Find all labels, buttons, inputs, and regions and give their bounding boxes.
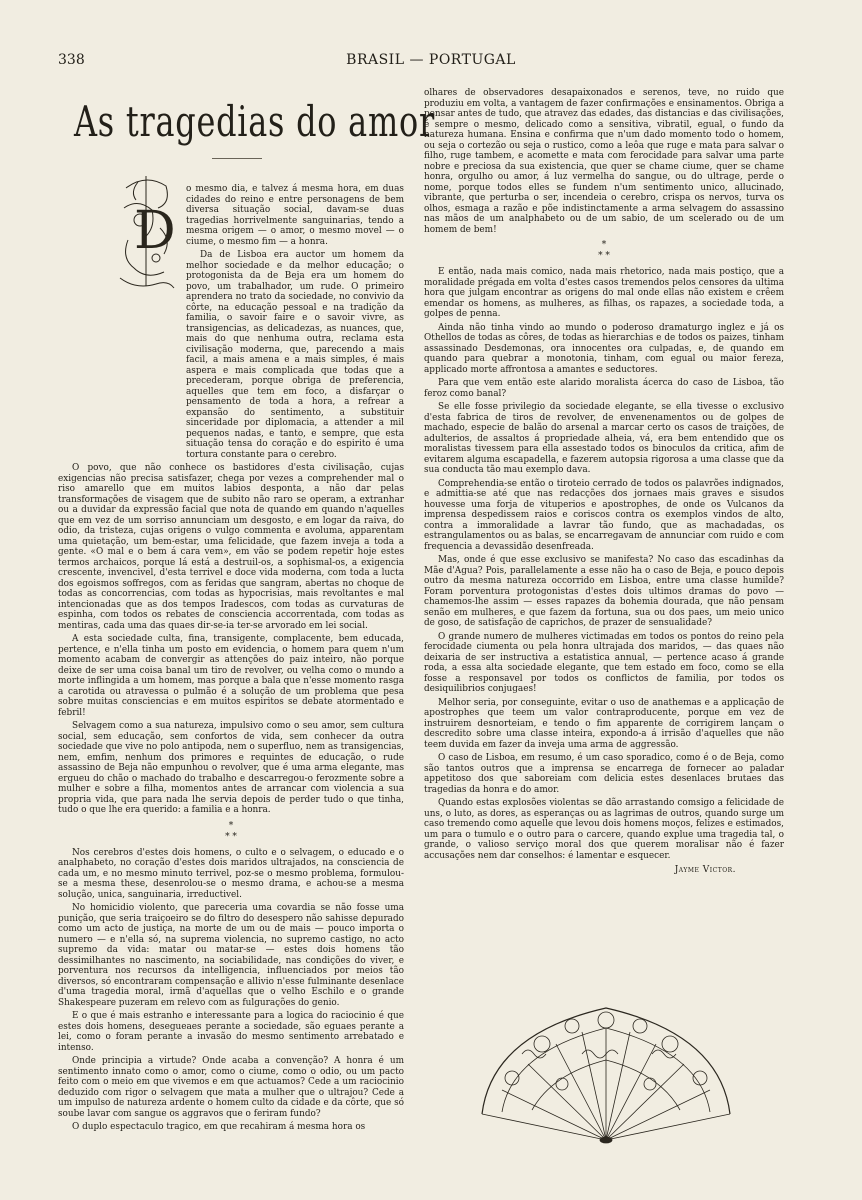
drop-cap-letter: D — [134, 201, 176, 261]
star-mark: * * — [598, 251, 610, 261]
star-mark: * * — [225, 831, 237, 842]
paragraph: Nos cerebros d'estes dois homens, o culto e o selvagem, o educado e o analphabeto, no coração d'estes dois maridos ultrajados, na consciencia de cada um, e no mesmo minuto terrivel, poz-se o mesmo problema, formulou-se a mesma these, desenrolou-se o mesmo drama, e achou-se a mesma solução, unica, sanguinaria, irreductivel. — [58, 847, 404, 900]
star-mark: * — [601, 240, 607, 250]
page-number: 338 — [58, 52, 85, 68]
paragraph: Se elle fosse privilegio da sociedade elegante, se ella tivesse o exclusivo d'esta fabrica de tiros de revolver, de envenenamentos ou de golpes de machado, especie de balão do arsenal a marcar certo os casos de traições, de adulterios, de assaltos á propriedade alheia, vá, era bem entendido que os moralistas tivessem para ella assestado todos os binoculos da critica, afim de evitarem alguma escapadella, e fazerem autopsia rigorosa a uma classe que da sua conducta tão mau exemplo dava. — [424, 402, 784, 475]
paragraph: A esta sociedade culta, fina, transigente, complacente, bem educada, pertence, e n'ella tinha um posto em evidencia, o homem para quem n'um momento acabam de convergir as attenções do paiz inteiro, não porque deixe de ser uma coisa banal um tiro de revolver, ou velha como o mundo a morte inflingida a um homem, mas porque a bala que n'esse momento rasga a carotida ou atravessa o pulmão é a solução de um problema que pesa sobre muitas consciencias e em muitos espiritos se debate atormentado e febril! — [58, 634, 404, 718]
paragraph: Comprehendia-se então o tiroteio cerrado de todos os palavrões indignados, e admittia-se até que nas redacções dos jornaes mais graves e sisudos houvesse uma forja de vituperios e apostrophes, de onde os Vulcanos da imprensa despedissem raios e coriscos contra os exemplos vindos de alto, contra a immoralidade a lavrar tão fundo, que as machadadas, os estrangulamentos ou as balas, se encarregavam de annunciar com ruido e com frequencia a devassidão desenfreada. — [424, 478, 784, 552]
paragraph: O caso de Lisboa, em resumo, é um caso sporadico, como é o de Beja, como são tantos outros que a imprensa se encarrega de fornecer ao paladar appetitoso dos que saboreiam com delicia estes desenlaces brutaes das tragedias da honra e do amor. — [424, 753, 784, 795]
paragraph: Onde principia a virtude? Onde acaba a convenção? A honra é um sentimento innato como o amor, como o ciume, como o odio, ou um pacto feito com o meio em que vivemos e em que actuamos? Cede a um raciocinio deduzido com rigor o selvagem que mata a mulher que o ultrajou? Cede a um impulso de natureza ardente o homem culto da cidade e da côrte, que só soube lavar com sangue os aggravos que o feriram fundo? — [58, 1056, 404, 1119]
paragraph: Selvagem como a sua natureza, impulsivo como o seu amor, sem cultura social, sem educação, sem confortos de vida, sem conhecer da outra sociedade que vive no polo antipoda, nem o superfluo, nem as transigencias, nem, emfim, nenhum dos primores e requintes de educação, o rude assassino de Beja não empunhou o revolver, que é uma arma elegante, mas ergueu do chão o machado do trabalho e descarregou-o ferozmente sobre a mulher e sobre a filha, momentos antes de arrancar com violencia a sua propria vida, que para nada lhe servia depois de perder tudo o que tinha, tudo o que lhe era querido: a familia e a honra. — [58, 721, 404, 815]
article-title: As tragedias do amor — [74, 97, 435, 146]
paragraph: Mas, onde é que esse exclusivo se manifesta? No caso das escadinhas da Mãe d'Agua? Pois, parallelamente a esse não ha o caso de Beja, e pouco depois outro da mesma natureza occorrido em Lisboa, entre uma classe humilde? Foram porventura protogonistas d'estes dois ultimos dramas do povo — chamemos-lhe assim — esses rapazes da bohemia dourada, que não pensam senão em mulheres, e que fazem da fortuna, sua ou dos paes, um meio unico de goso, de satisfação de caprichos, de prazer de sensualidade? — [424, 555, 784, 628]
paragraph: No homicidio violento, que pareceria uma covardia se não fosse uma punição, que seria traiçoeiro se do filtro do desespero não sahisse depurado como um acto de justiça, na morte de um ou de mais — pouco importa o numero — e n'ella só, na suprema violencia, no supremo castigo, no acto supremo da vida: matar ou matar-se — estes dois homens tão dessimilhantes no nascimento, na sociabilidade, nas condições do viver, e porventura nos recursos da intelligencia, influenciados por meios tão diversos, só encontraram compensação e allivio n'esse fulminante desenlace d'uma tragedia moral, irmã d'aquellas que o velho Eschilo e o grande Shakespeare puzeram em relevo com as fulgurações do genio. — [58, 903, 404, 1008]
paragraph: E então, nada mais comico, nada mais rhetorico, nada mais postiço, que a moralidade prégada em volta d'estes casos tremendos pelos censores da ultima hora que julgam encontrar as origens do mal onde ellas não existem e crêem emendar os homens, as mulheres, as filhas, os rapazes, a sociedade toda, a golpes de penna. — [424, 267, 784, 319]
paragraph: o mesmo dia, e talvez á mesma hora, em duas cidades do reino e entre personagens de bem diversa situação social, davam-se duas tragedias horrivelmente sanguinarias, tendo a mesma origem — o amor, o mesmo movel — o ciume, o mesmo fim — a honra. — [186, 184, 404, 247]
title-divider — [212, 158, 262, 159]
section-separator — [424, 240, 784, 262]
paragraph: O duplo espectaculo tragico, em que recahiram á mesma hora os — [72, 1122, 366, 1132]
running-head: BRASIL — PORTUGAL — [346, 52, 516, 68]
section-separator — [58, 821, 404, 843]
star-mark: * — [228, 820, 234, 831]
article-body-right — [424, 88, 784, 876]
author-signature: Jayme Victor. — [674, 865, 736, 875]
paragraph: Ainda não tinha vindo ao mundo o poderoso dramaturgo inglez e já os Othellos de todas as côres, de todas as hierarchias e de todos os paizes, tinham assassinado Desdemonas, ora innocentes ora culpadas, e, de quando em quando para quebrar a monotonia, tinham, com egual ou maior fereza, applicado morte affrontosa a amantes e seductores. — [424, 322, 784, 375]
article-title-block — [74, 94, 435, 154]
paragraph: Para que vem então este alarido moralista ácerca do caso de Lisboa, tão feroz como banal? — [424, 378, 784, 399]
paragraph: Quando estas explosões violentas se dão arrastando comsigo a felicidade de uns, o luto, as dores, as esperanças ou as lagrimas de outros, quando surge um caso tremendo como aquelle que levou dois homens moços, felizes e estimados, um para o tumulo e o outro para o carcere, quando explue uma tragedia tal, o grande, o valioso serviço moral dos que querem moralisar não é fazer accusações nem dar conselhos: é lamentar e esquecer. — [424, 798, 784, 861]
lace-fan-illustration — [472, 994, 740, 1144]
paragraph: O povo, que não conhece os bastidores d'esta civilisação, cujas exigencias não precisa satisfazer, chega por vezes a comprehender mal o riso amarello que em muitos labios desponta, a não dar pelas transformações de visagem que de subito não raro se operam, a extranhar ou a duvidar da expressão facial que nota de quando em quando n'aquelles que em vez de um sorriso annunciam um desgosto, e em logar da raiva, do odio, da tristeza, cujas origens o vulgo commenta e avoluma, apparentam uma quietação, um bem-estar, uma felicidade, que fazem inveja a toda a gente. «O mal e o bem á cara vem», em vão se podem repetir hoje estes termos archaicos, porque lá está a destruil-os, a sophismal-os, a exigencia crescente, invencivel, d'esta terrivel e doce vida moderna, com toda a lucta dos egoismos soffregos, com as feridas que sangram, abertas no choque de todas as concorrencias, com todas as hypocrisias, mais revoltantes e mal intencionadas que as dos tempos Iradescos, com todas as curvaturas de espinha, com todos os rebates de consciencia accorrentada, com todas as mentiras, cada uma das quaes dir-se-ia ter-se arvorado em lei social. — [58, 463, 404, 631]
paragraph: E o que é mais estranho e interessante para a logica do raciocinio é que estes dois homens, desegueaes perante a sociedade, são eguaes perante a lei, como o foram perante a invasão do mesmo sentimento arrebatado e intenso. — [58, 1011, 404, 1053]
paragraph: Melhor seria, por conseguinte, evitar o uso de anathemas e a applicação de apostrophes que teem um valor contraproducente, porque em vez de instruirem desnorteiam, e tendo o fim apparente de corrigirem lançam o descredito sobre uma classe inteira, expondo-a á irrisão d'aquelles que não teem duvida em fazer da inveja uma arma de aggressão. — [424, 697, 784, 750]
paragraph: O grande numero de mulheres victimadas em todos os pontos do reino pela ferocidade ciumenta ou pela honra ultrajada dos maridos, — das quaes não deixaria de ser instructiva a estatistica annual, — pertence acaso á grande roda, a essa alta sociedade elegante, que tem estado em foco, como se ella fosse a responsavel por todos os conflictos de familia, por todos os desiquilibrios conjugaes! — [424, 631, 784, 694]
paragraph: olhares de observadores desapaixonados e serenos, teve, no ruido que produziu em volta, a vantagem de fazer confirmações e ensinamentos. Obriga a pensar antes de tudo, que atravez das edades, das distancias e das civilisações, é sempre o mesmo, delicado como a sensitiva, vibratil, egual, o fundo da natureza humana. Ensina e confirma que n'um dado momento todo o homem, ou seja o cortezão ou seja o rustico, como a leôa que ruge e mata para salvar o filho, ruge tambem, e acomette e mata com ferocidade para salvar uma parte nobre e preciosa da sua existencia, que quer se chame ciume, quer se chame honra, orgulho ou amor, á luz vermelha do sangue, ou do ultrage, perde o nome, porque todos elles se fundem n'um sentimento unico, allucinado, vibrante, que perturba o ser, incendeia o cerebro, crispa os nervos, turva os olhos, esmaga a razão e põe indistinctamente a arma selvagem do assassino nas mãos de um analphabeto ou de um sabio, de um scelerado ou de um homem de bem! — [424, 88, 784, 235]
paragraph: Da de Lisboa era auctor um homem da melhor sociedade e da melhor educação; o protogonista da de Beja era um homem do povo, um trabalhador, um rude. O primeiro aprendera no trato da sociedade, no convivio da côrte, na educação pessoal e na tradição da familia, o savoir faire e o savoir vivre, as transigencias, as delicadezas, as nuances, que, mais do que nenhuma outra, reclama esta civilisação moderna, que, parecendo a mais facil, a mais amena e a mais simples, é mais aspera e mais complicada que todas que a precederam, porque obriga de preferencia, aquelles que tem em foco, a disfarçar o pensamento de toda a hora, a refrear a expansão do sentimento, a substituir sinceridade por diplomacia, a attender a mil pequenos nadas, e tanto, e sempre, que esta situação tensa do coração e do espirito é uma tortura constante para o cerebro. — [186, 250, 404, 460]
article-body-left — [58, 184, 404, 1136]
